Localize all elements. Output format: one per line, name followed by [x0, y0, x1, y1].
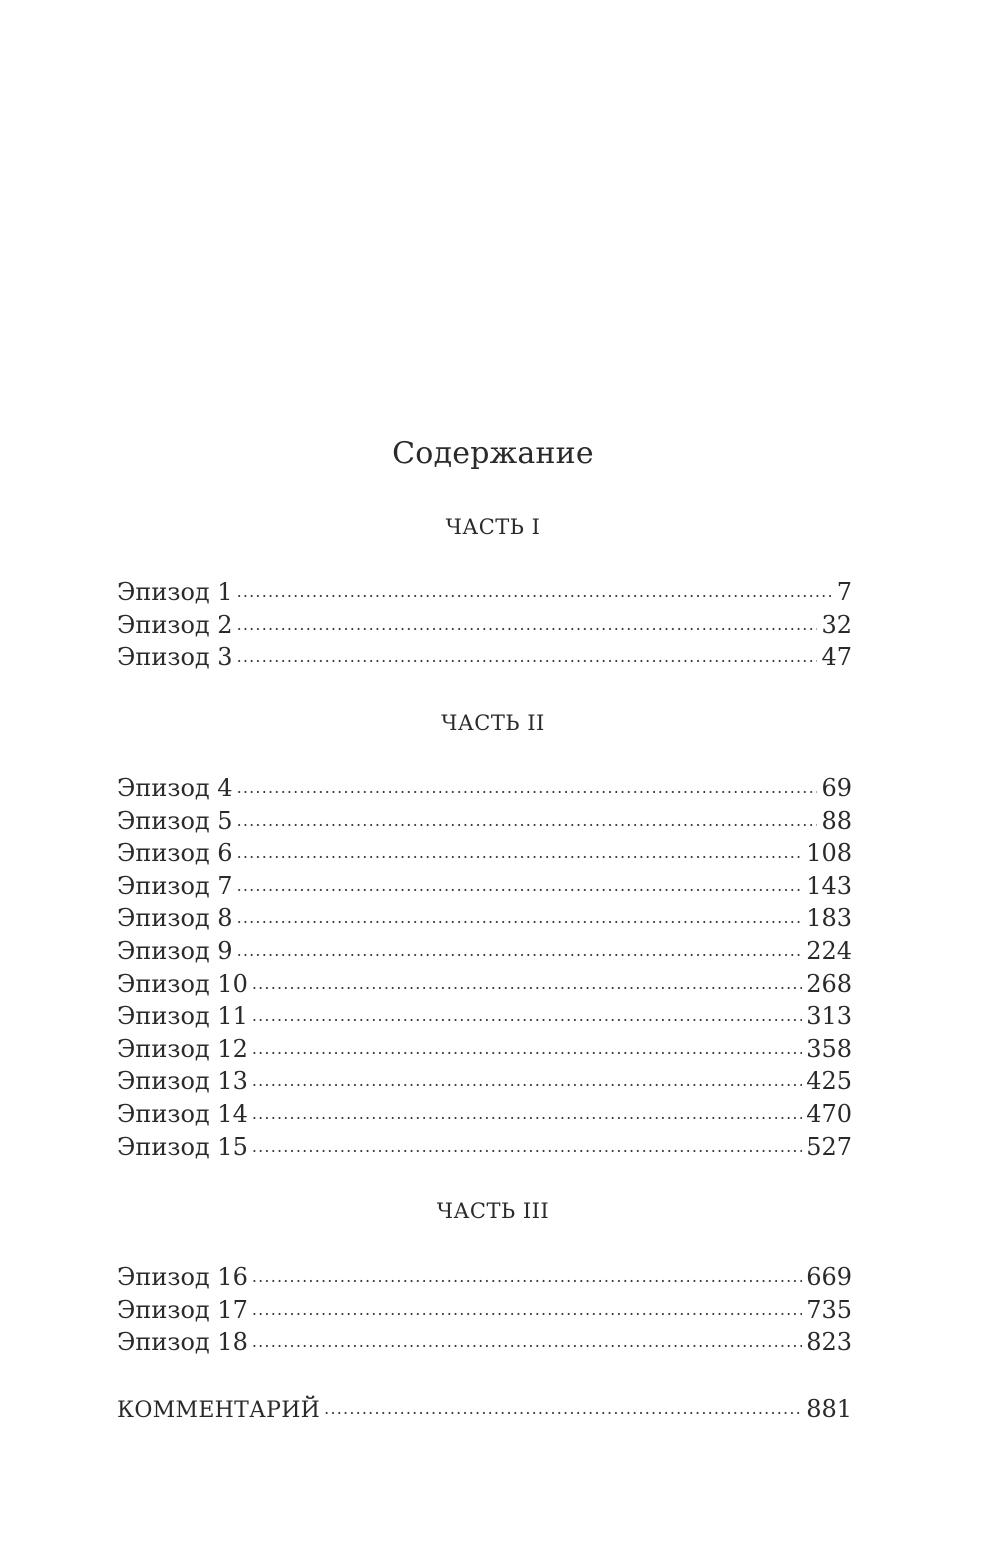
entry-label: Эпизод 4	[117, 774, 233, 802]
entry-page-number: 313	[806, 1002, 852, 1031]
toc-entry[interactable]	[117, 935, 852, 968]
dot-leader	[252, 1131, 802, 1155]
entry-label: Эпизод 10	[117, 969, 248, 998]
entry-page-number: 183	[806, 904, 852, 933]
dot-leader	[252, 1000, 802, 1024]
entry-page-number: 32	[821, 610, 852, 639]
entry-page-number: 823	[806, 1328, 852, 1357]
toc-section-part-3	[117, 1261, 852, 1359]
dot-leader	[237, 609, 818, 633]
page-title: Содержание	[392, 436, 594, 471]
dot-leader	[252, 1033, 802, 1057]
entry-page-number: 527	[806, 1132, 852, 1161]
toc-entry[interactable]	[117, 1294, 852, 1327]
entry-label: Эпизод 17	[117, 1295, 248, 1324]
entry-page-number: 735	[806, 1295, 852, 1324]
toc-entry[interactable]	[117, 1065, 852, 1098]
dot-leader	[252, 1326, 802, 1350]
dot-leader	[252, 1261, 802, 1285]
toc-entry-commentary[interactable]	[117, 1393, 852, 1426]
toc-entry[interactable]	[117, 1098, 852, 1131]
entry-label: Эпизод 16	[117, 1263, 248, 1291]
dot-leader	[237, 837, 803, 861]
entry-label: Эпизод 15	[117, 1132, 248, 1161]
entry-page-number: 425	[806, 1067, 852, 1096]
toc-entry[interactable]	[117, 968, 852, 1001]
toc-entry[interactable]	[117, 609, 852, 642]
toc-entry[interactable]	[117, 1261, 852, 1294]
toc-entry[interactable]	[117, 805, 852, 838]
entry-label: Эпизод 2	[117, 610, 233, 639]
entry-page-number: 358	[806, 1034, 852, 1063]
entry-label: Эпизод 9	[117, 936, 233, 965]
dot-leader	[237, 805, 818, 829]
dot-leader	[237, 870, 803, 894]
entry-label: Эпизод 8	[117, 904, 233, 933]
toc-section-part-2	[117, 772, 852, 1163]
entry-page-number: 470	[806, 1099, 852, 1128]
entry-page-number: 268	[806, 969, 852, 998]
dot-leader	[252, 1294, 802, 1318]
entry-label: Эпизод 13	[117, 1067, 248, 1096]
toc-entry[interactable]	[117, 902, 852, 935]
dot-leader	[237, 902, 803, 926]
entry-label: Эпизод 5	[117, 806, 233, 835]
toc-entry[interactable]	[117, 837, 852, 870]
entry-label: Эпизод 18	[117, 1328, 248, 1357]
entry-label: Эпизод 14	[117, 1099, 248, 1128]
dot-leader	[237, 772, 818, 796]
entry-label: Эпизод 6	[117, 839, 233, 868]
entry-page-number: 224	[806, 936, 852, 965]
toc-entry[interactable]	[117, 1000, 852, 1033]
entry-label: Эпизод 1	[117, 578, 233, 606]
toc-entry[interactable]	[117, 1131, 852, 1164]
entry-page-number: 143	[806, 871, 852, 900]
toc-entry[interactable]	[117, 772, 852, 805]
entry-label: Эпизод 11	[117, 1002, 248, 1031]
commentary-page-number: 881	[806, 1395, 852, 1423]
dot-leader	[252, 1098, 802, 1122]
dot-leader	[237, 576, 833, 600]
toc-entry[interactable]	[117, 1033, 852, 1066]
toc-entry[interactable]	[117, 1326, 852, 1359]
toc-section-commentary	[117, 1393, 852, 1426]
entry-page-number: 7	[836, 578, 852, 606]
part-heading: ЧАСТЬ III	[436, 1199, 550, 1223]
part-heading: ЧАСТЬ I	[445, 515, 541, 539]
entry-page-number: 108	[806, 839, 852, 868]
dot-leader	[237, 935, 803, 959]
entry-label: Эпизод 7	[117, 871, 233, 900]
dot-leader	[252, 968, 802, 992]
dot-leader	[237, 641, 818, 665]
part-heading: ЧАСТЬ II	[441, 711, 545, 735]
entry-page-number: 669	[806, 1263, 852, 1291]
entry-page-number: 69	[821, 774, 852, 802]
entry-label: Эпизод 3	[117, 643, 233, 672]
toc-entry[interactable]	[117, 870, 852, 903]
toc-entry[interactable]	[117, 641, 852, 674]
toc-section-part-1	[117, 576, 852, 674]
toc-entry[interactable]	[117, 576, 852, 609]
entry-label: Эпизод 12	[117, 1034, 248, 1063]
entry-page-number: 88	[821, 806, 852, 835]
entry-page-number: 47	[821, 643, 852, 672]
dot-leader	[252, 1065, 802, 1089]
commentary-label: КОММЕНТАРИЙ	[117, 1398, 321, 1423]
dot-leader	[324, 1393, 802, 1417]
